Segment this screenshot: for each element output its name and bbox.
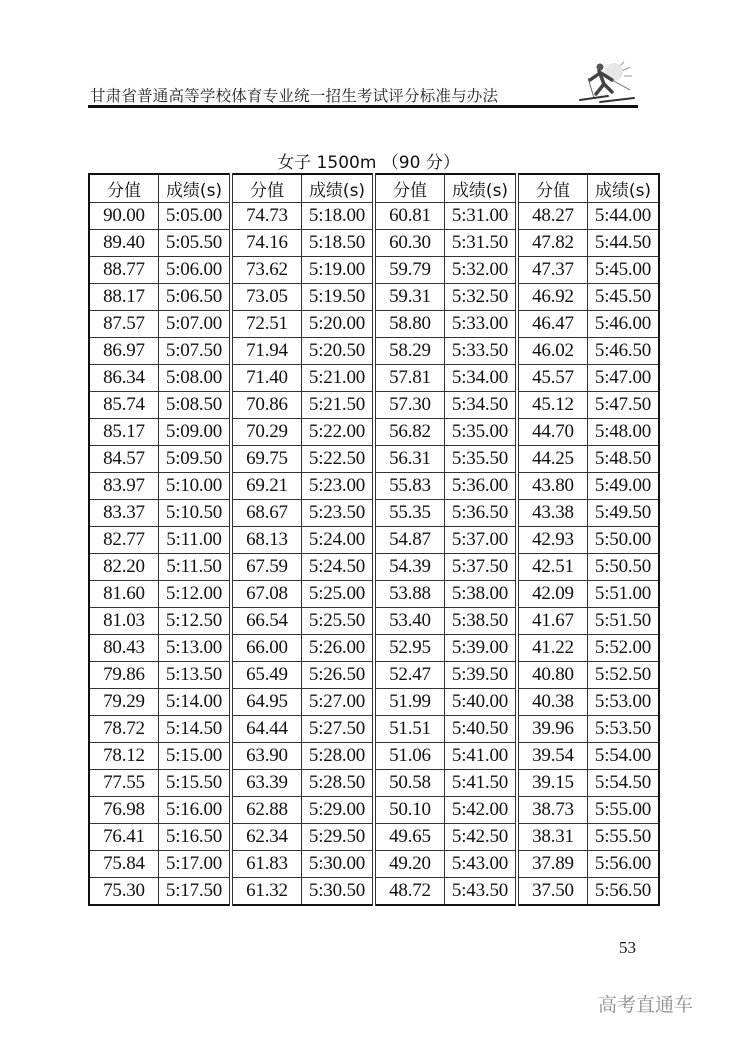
score-cell: 49.20	[374, 851, 445, 878]
header-time: 成绩(s)	[445, 174, 518, 203]
table-row	[89, 500, 659, 527]
time-cell: 5:30.50	[302, 878, 375, 906]
score-cell: 64.95	[231, 689, 302, 716]
score-cell: 44.25	[517, 446, 588, 473]
time-cell: 5:29.00	[302, 797, 375, 824]
score-cell: 78.72	[89, 716, 159, 743]
score-cell: 68.13	[231, 527, 302, 554]
score-cell: 71.94	[231, 338, 302, 365]
table-row	[89, 797, 659, 824]
score-cell: 73.62	[231, 257, 302, 284]
score-cell: 75.30	[89, 878, 159, 906]
time-cell: 5:12.00	[159, 581, 232, 608]
score-cell: 64.44	[231, 716, 302, 743]
time-cell: 5:48.50	[588, 446, 660, 473]
time-cell: 5:37.00	[445, 527, 518, 554]
time-cell: 5:05.00	[159, 203, 232, 230]
time-cell: 5:25.50	[302, 608, 375, 635]
score-cell: 85.17	[89, 419, 159, 446]
score-cell: 70.29	[231, 419, 302, 446]
score-cell: 66.54	[231, 608, 302, 635]
time-cell: 5:31.50	[445, 230, 518, 257]
header-rule	[88, 105, 638, 108]
time-cell: 5:33.00	[445, 311, 518, 338]
time-cell: 5:49.00	[588, 473, 660, 500]
time-cell: 5:52.50	[588, 662, 660, 689]
time-cell: 5:42.00	[445, 797, 518, 824]
table-row	[89, 581, 659, 608]
score-cell: 46.02	[517, 338, 588, 365]
time-cell: 5:47.00	[588, 365, 660, 392]
time-cell: 5:48.00	[588, 419, 660, 446]
table-row	[89, 473, 659, 500]
score-cell: 86.97	[89, 338, 159, 365]
time-cell: 5:50.00	[588, 527, 660, 554]
score-cell: 84.57	[89, 446, 159, 473]
time-cell: 5:15.00	[159, 743, 232, 770]
time-cell: 5:20.50	[302, 338, 375, 365]
score-cell: 67.08	[231, 581, 302, 608]
score-cell: 73.05	[231, 284, 302, 311]
score-cell: 76.41	[89, 824, 159, 851]
time-cell: 5:37.50	[445, 554, 518, 581]
table-row	[89, 230, 659, 257]
score-cell: 86.34	[89, 365, 159, 392]
score-cell: 77.55	[89, 770, 159, 797]
time-cell: 5:40.00	[445, 689, 518, 716]
time-cell: 5:23.00	[302, 473, 375, 500]
time-cell: 5:20.00	[302, 311, 375, 338]
time-cell: 5:55.00	[588, 797, 660, 824]
score-cell: 52.95	[374, 635, 445, 662]
score-cell: 81.60	[89, 581, 159, 608]
time-cell: 5:16.50	[159, 824, 232, 851]
table-row	[89, 554, 659, 581]
score-cell: 72.51	[231, 311, 302, 338]
time-cell: 5:26.00	[302, 635, 375, 662]
time-cell: 5:44.50	[588, 230, 660, 257]
score-cell: 49.65	[374, 824, 445, 851]
score-cell: 51.06	[374, 743, 445, 770]
table-row	[89, 365, 659, 392]
score-cell: 58.80	[374, 311, 445, 338]
score-cell: 79.86	[89, 662, 159, 689]
time-cell: 5:34.00	[445, 365, 518, 392]
time-cell: 5:06.50	[159, 284, 232, 311]
time-cell: 5:19.00	[302, 257, 375, 284]
score-cell: 87.57	[89, 311, 159, 338]
time-cell: 5:24.00	[302, 527, 375, 554]
score-cell: 58.29	[374, 338, 445, 365]
table-row	[89, 743, 659, 770]
score-cell: 37.89	[517, 851, 588, 878]
score-cell: 55.35	[374, 500, 445, 527]
header-time: 成绩(s)	[588, 174, 660, 203]
table-row	[89, 878, 659, 906]
score-cell: 88.77	[89, 257, 159, 284]
score-cell: 67.59	[231, 554, 302, 581]
time-cell: 5:16.00	[159, 797, 232, 824]
table-row	[89, 338, 659, 365]
score-cell: 41.22	[517, 635, 588, 662]
score-cell: 62.88	[231, 797, 302, 824]
score-cell: 51.99	[374, 689, 445, 716]
table-row	[89, 824, 659, 851]
time-cell: 5:56.00	[588, 851, 660, 878]
score-cell: 59.79	[374, 257, 445, 284]
time-cell: 5:17.00	[159, 851, 232, 878]
header-score: 分值	[231, 174, 302, 203]
score-cell: 40.38	[517, 689, 588, 716]
page-number: 53	[619, 938, 636, 957]
table-row	[89, 446, 659, 473]
time-cell: 5:38.50	[445, 608, 518, 635]
time-cell: 5:56.50	[588, 878, 660, 906]
score-cell: 43.38	[517, 500, 588, 527]
time-cell: 5:38.00	[445, 581, 518, 608]
time-cell: 5:30.00	[302, 851, 375, 878]
score-cell: 53.88	[374, 581, 445, 608]
table-row	[89, 716, 659, 743]
score-cell: 57.30	[374, 392, 445, 419]
table-row	[89, 203, 659, 230]
score-cell: 75.84	[89, 851, 159, 878]
time-cell: 5:44.00	[588, 203, 660, 230]
score-cell: 82.20	[89, 554, 159, 581]
score-cell: 45.57	[517, 365, 588, 392]
time-cell: 5:13.50	[159, 662, 232, 689]
score-cell: 51.51	[374, 716, 445, 743]
time-cell: 5:54.00	[588, 743, 660, 770]
time-cell: 5:27.50	[302, 716, 375, 743]
score-cell: 69.75	[231, 446, 302, 473]
table-row	[89, 635, 659, 662]
time-cell: 5:22.50	[302, 446, 375, 473]
header-time: 成绩(s)	[302, 174, 375, 203]
score-cell: 61.83	[231, 851, 302, 878]
time-cell: 5:06.00	[159, 257, 232, 284]
time-cell: 5:41.50	[445, 770, 518, 797]
score-cell: 42.51	[517, 554, 588, 581]
score-cell: 48.27	[517, 203, 588, 230]
time-cell: 5:54.50	[588, 770, 660, 797]
time-cell: 5:33.50	[445, 338, 518, 365]
time-cell: 5:35.00	[445, 419, 518, 446]
watermark: 高考直通车	[598, 994, 694, 1016]
header-score: 分值	[89, 174, 159, 203]
time-cell: 5:07.50	[159, 338, 232, 365]
skier-icon	[574, 58, 640, 106]
score-cell: 59.31	[374, 284, 445, 311]
time-cell: 5:09.50	[159, 446, 232, 473]
table-row	[89, 257, 659, 284]
table-row	[89, 851, 659, 878]
score-cell: 83.37	[89, 500, 159, 527]
time-cell: 5:32.00	[445, 257, 518, 284]
table-row	[89, 392, 659, 419]
time-cell: 5:13.00	[159, 635, 232, 662]
score-cell: 56.31	[374, 446, 445, 473]
table-title: 女子 1500m （90 分）	[277, 153, 460, 173]
time-cell: 5:09.00	[159, 419, 232, 446]
time-cell: 5:21.50	[302, 392, 375, 419]
table-row	[89, 527, 659, 554]
score-cell: 40.80	[517, 662, 588, 689]
table-header-row	[89, 174, 659, 203]
score-cell: 81.03	[89, 608, 159, 635]
time-cell: 5:08.50	[159, 392, 232, 419]
table-row	[89, 689, 659, 716]
score-cell: 50.10	[374, 797, 445, 824]
score-cell: 52.47	[374, 662, 445, 689]
time-cell: 5:50.50	[588, 554, 660, 581]
time-cell: 5:12.50	[159, 608, 232, 635]
score-cell: 71.40	[231, 365, 302, 392]
time-cell: 5:11.50	[159, 554, 232, 581]
time-cell: 5:46.50	[588, 338, 660, 365]
time-cell: 5:43.50	[445, 878, 518, 906]
score-cell: 89.40	[89, 230, 159, 257]
time-cell: 5:31.00	[445, 203, 518, 230]
time-cell: 5:07.00	[159, 311, 232, 338]
time-cell: 5:14.00	[159, 689, 232, 716]
time-cell: 5:40.50	[445, 716, 518, 743]
time-cell: 5:21.00	[302, 365, 375, 392]
score-cell: 80.43	[89, 635, 159, 662]
score-cell: 45.12	[517, 392, 588, 419]
score-cell: 53.40	[374, 608, 445, 635]
score-cell: 54.87	[374, 527, 445, 554]
score-cell: 44.70	[517, 419, 588, 446]
time-cell: 5:05.50	[159, 230, 232, 257]
score-cell: 83.97	[89, 473, 159, 500]
time-cell: 5:47.50	[588, 392, 660, 419]
time-cell: 5:24.50	[302, 554, 375, 581]
score-cell: 37.50	[517, 878, 588, 906]
score-cell: 85.74	[89, 392, 159, 419]
score-cell: 55.83	[374, 473, 445, 500]
time-cell: 5:42.50	[445, 824, 518, 851]
time-cell: 5:27.00	[302, 689, 375, 716]
time-cell: 5:25.00	[302, 581, 375, 608]
document-title: 甘肃省普通高等学校体育专业统一招生考试评分标准与办法	[90, 87, 499, 105]
time-cell: 5:36.50	[445, 500, 518, 527]
score-cell: 41.67	[517, 608, 588, 635]
time-cell: 5:22.00	[302, 419, 375, 446]
time-cell: 5:10.00	[159, 473, 232, 500]
score-cell: 54.39	[374, 554, 445, 581]
score-cell: 76.98	[89, 797, 159, 824]
score-cell: 63.90	[231, 743, 302, 770]
score-cell: 46.92	[517, 284, 588, 311]
time-cell: 5:45.50	[588, 284, 660, 311]
table-row	[89, 770, 659, 797]
score-cell: 61.32	[231, 878, 302, 906]
time-cell: 5:17.50	[159, 878, 232, 906]
score-cell: 47.37	[517, 257, 588, 284]
score-cell: 60.30	[374, 230, 445, 257]
time-cell: 5:18.00	[302, 203, 375, 230]
time-cell: 5:11.00	[159, 527, 232, 554]
time-cell: 5:45.00	[588, 257, 660, 284]
score-cell: 42.09	[517, 581, 588, 608]
score-cell: 70.86	[231, 392, 302, 419]
score-cell: 39.15	[517, 770, 588, 797]
score-cell: 39.54	[517, 743, 588, 770]
time-cell: 5:08.00	[159, 365, 232, 392]
header-score: 分值	[374, 174, 445, 203]
score-cell: 82.77	[89, 527, 159, 554]
time-cell: 5:39.00	[445, 635, 518, 662]
score-cell: 48.72	[374, 878, 445, 906]
score-cell: 78.12	[89, 743, 159, 770]
score-cell: 79.29	[89, 689, 159, 716]
time-cell: 5:19.50	[302, 284, 375, 311]
time-cell: 5:18.50	[302, 230, 375, 257]
header-time: 成绩(s)	[159, 174, 232, 203]
time-cell: 5:51.50	[588, 608, 660, 635]
score-cell: 69.21	[231, 473, 302, 500]
score-cell: 38.31	[517, 824, 588, 851]
time-cell: 5:32.50	[445, 284, 518, 311]
score-cell: 68.67	[231, 500, 302, 527]
time-cell: 5:53.00	[588, 689, 660, 716]
table-row	[89, 311, 659, 338]
time-cell: 5:15.50	[159, 770, 232, 797]
time-cell: 5:36.00	[445, 473, 518, 500]
score-table	[88, 173, 660, 906]
score-cell: 46.47	[517, 311, 588, 338]
score-cell: 74.16	[231, 230, 302, 257]
score-cell: 47.82	[517, 230, 588, 257]
score-cell: 62.34	[231, 824, 302, 851]
time-cell: 5:26.50	[302, 662, 375, 689]
time-cell: 5:34.50	[445, 392, 518, 419]
time-cell: 5:55.50	[588, 824, 660, 851]
score-cell: 63.39	[231, 770, 302, 797]
time-cell: 5:46.00	[588, 311, 660, 338]
score-cell: 65.49	[231, 662, 302, 689]
score-cell: 50.58	[374, 770, 445, 797]
time-cell: 5:41.00	[445, 743, 518, 770]
score-cell: 56.82	[374, 419, 445, 446]
time-cell: 5:28.50	[302, 770, 375, 797]
time-cell: 5:14.50	[159, 716, 232, 743]
score-cell: 90.00	[89, 203, 159, 230]
score-cell: 66.00	[231, 635, 302, 662]
time-cell: 5:28.00	[302, 743, 375, 770]
time-cell: 5:29.50	[302, 824, 375, 851]
time-cell: 5:23.50	[302, 500, 375, 527]
time-cell: 5:43.00	[445, 851, 518, 878]
time-cell: 5:35.50	[445, 446, 518, 473]
table-row	[89, 608, 659, 635]
time-cell: 5:10.50	[159, 500, 232, 527]
score-cell: 74.73	[231, 203, 302, 230]
table-body	[89, 203, 659, 906]
score-cell: 88.17	[89, 284, 159, 311]
score-cell: 60.81	[374, 203, 445, 230]
header-score: 分值	[517, 174, 588, 203]
table-row	[89, 419, 659, 446]
score-cell: 42.93	[517, 527, 588, 554]
score-cell: 38.73	[517, 797, 588, 824]
time-cell: 5:52.00	[588, 635, 660, 662]
score-cell: 57.81	[374, 365, 445, 392]
score-cell: 43.80	[517, 473, 588, 500]
table-row	[89, 284, 659, 311]
time-cell: 5:53.50	[588, 716, 660, 743]
time-cell: 5:39.50	[445, 662, 518, 689]
table-row	[89, 662, 659, 689]
time-cell: 5:51.00	[588, 581, 660, 608]
score-cell: 39.96	[517, 716, 588, 743]
time-cell: 5:49.50	[588, 500, 660, 527]
